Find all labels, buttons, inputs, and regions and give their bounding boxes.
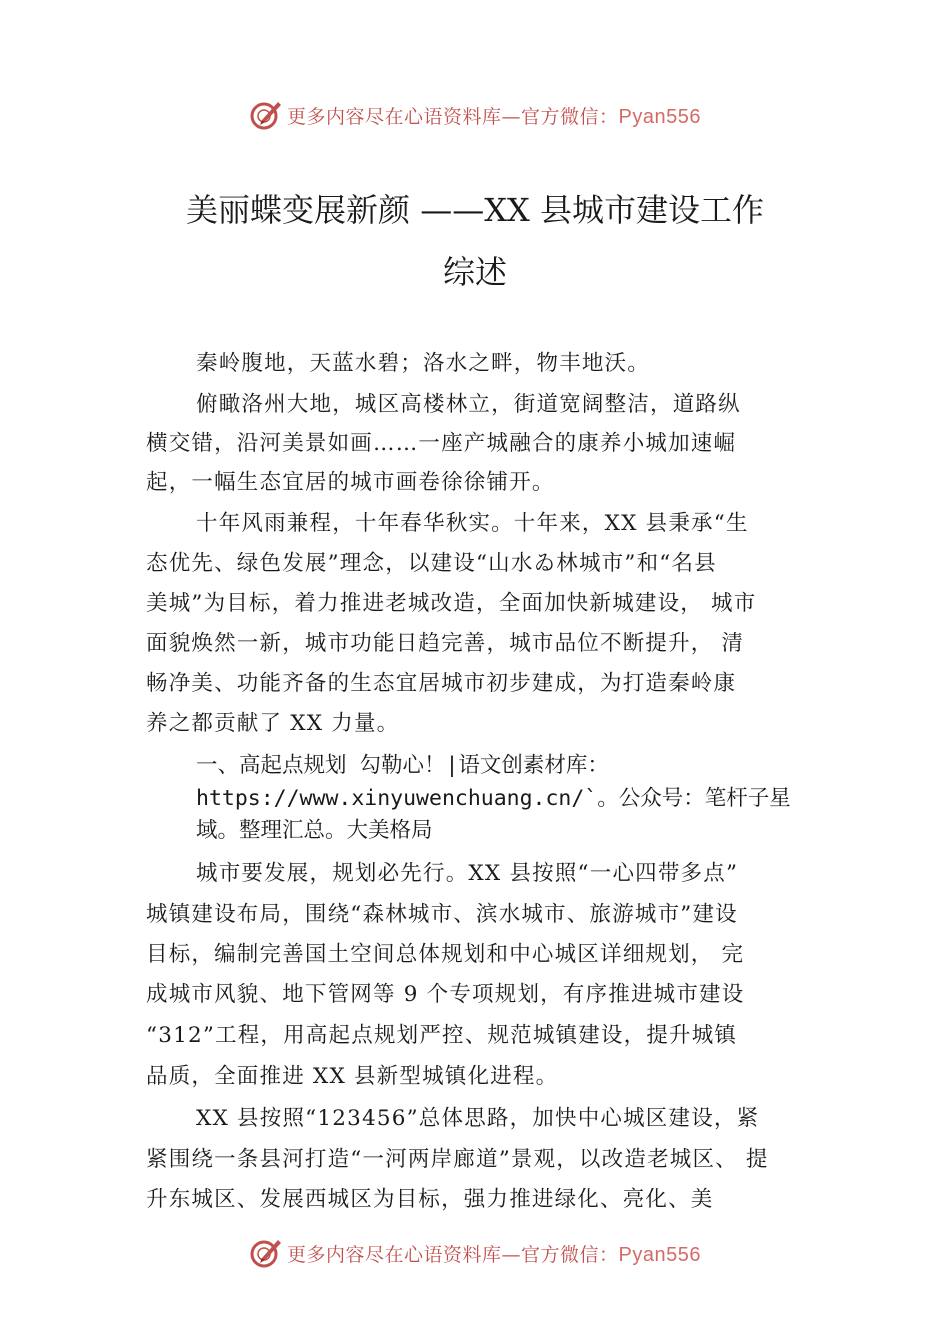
paragraph-3-line: 面貌焕然一新，城市功能日趋完善，城市品位不断提升， 清 bbox=[146, 631, 745, 656]
paragraph-4-line: 城市要发展，规划必先行。XX 县按照“一心四带多点” bbox=[196, 861, 739, 886]
paragraph-2-line: 俯瞰洛州大地，城区高楼林立，街道宽阔整洁，道路纵 bbox=[196, 392, 741, 417]
pen-logo-icon bbox=[249, 1236, 283, 1270]
paragraph-3-line: 美城”为目标，着力推进老城改造，全面加快新城建设， 城市 bbox=[146, 591, 757, 616]
paragraph-4-line: 目标，编制完善国土空间总体规划和中心城区详细规划， 完 bbox=[146, 942, 745, 967]
paragraph-5-line: 升东城区、发展西城区为目标，强力推进绿化、亮化、美 bbox=[146, 1187, 714, 1212]
paragraph-5-line: 紧围绕一条县河打造“一河两岸廊道”景观，以改造老城区、 提 bbox=[146, 1147, 769, 1172]
pen-logo-icon bbox=[249, 98, 283, 132]
paragraph-3-line: 十年风雨兼程，十年春华秋实。十年来，XX 县秉承“生 bbox=[196, 511, 749, 536]
paragraph-4-line: 成城市风貌、地下管网等 9 个专项规划，有序推进城市建设 bbox=[146, 982, 745, 1007]
header-banner bbox=[0, 95, 950, 135]
paragraph-3-line: 畅净美、功能齐备的生态宜居城市初步建成，为打造秦岭康 bbox=[146, 671, 737, 696]
section-heading-1-line: https://www.xinyuwenchuang.cn/`。公众号：笔杆子星 bbox=[196, 786, 791, 811]
wechat-id: Pyan556 bbox=[618, 105, 701, 128]
paragraph-4-line: 品质，全面推进 XX 县新型城镇化进程。 bbox=[146, 1064, 559, 1089]
paragraph-1-line: 秦岭腹地，天蓝水碧；洛水之畔，物丰地沃。 bbox=[196, 351, 651, 376]
document-title-line-1: 美丽蝶变展新颜 ——XX 县城市建设工作 bbox=[186, 191, 764, 229]
section-heading-1-line: 域。整理汇总。大美格局 bbox=[196, 818, 433, 843]
paragraph-2-line: 起，一幅生态宜居的城市画卷徐徐铺开。 bbox=[146, 470, 555, 495]
paragraph-3-line: 态优先、绿色发展”理念，以建设“山水ゐ林城市”和“名县 bbox=[146, 551, 717, 576]
section-heading-1-line: 一、高起点规划 勾勒心！|语文创素材库： bbox=[196, 753, 609, 778]
banner-text: 更多内容尽在心语资料库—官方微信：Pyan556 bbox=[287, 105, 701, 128]
paragraph-4-line: 城镇建设布局，围绕“森林城市、滨水城市、旅游城市”建设 bbox=[146, 902, 738, 927]
banner-text: 更多内容尽在心语资料库—官方微信：Pyan556 bbox=[287, 1243, 701, 1266]
footer-banner bbox=[0, 1233, 950, 1273]
paragraph-5-line: XX 县按照“123456”总体思路，加快中心城区建设，紧 bbox=[196, 1106, 760, 1131]
paragraph-2-line: 横交错，沿河美景如画……一座产城融合的康养小城加速崛 bbox=[146, 431, 737, 456]
paragraph-3-line: 养之都贡献了 XX 力量。 bbox=[146, 711, 400, 736]
paragraph-4-line: “312”工程，用高起点规划严控、规范城镇建设，提升城镇 bbox=[146, 1023, 738, 1048]
wechat-id: Pyan556 bbox=[618, 1243, 701, 1266]
document-title-line-2: 综述 bbox=[442, 253, 507, 291]
